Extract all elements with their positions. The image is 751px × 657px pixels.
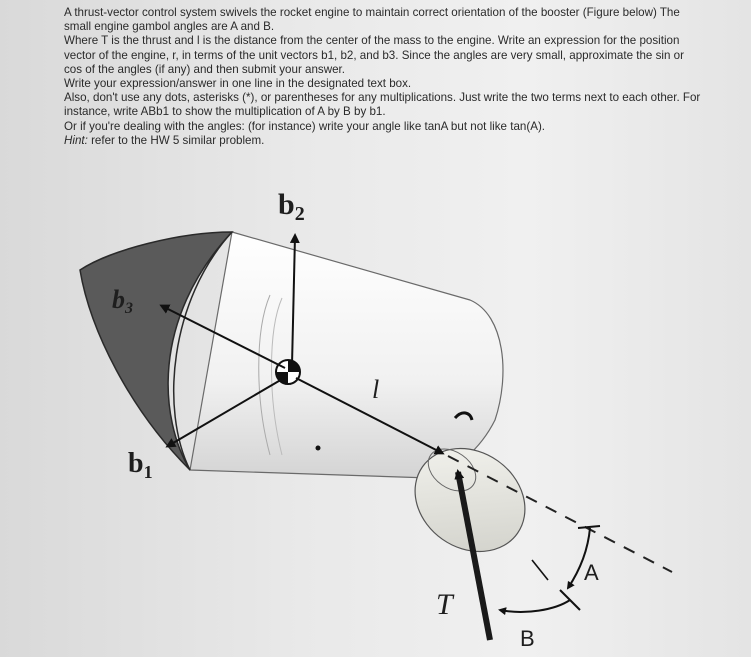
B-label: B: [520, 626, 535, 651]
T-label: T: [436, 588, 453, 621]
rocket-body: [190, 232, 503, 478]
problem-line-3: Write your expression/answer in one line in the designated text box.: [64, 77, 412, 91]
b1-label: $b_1$: [128, 448, 153, 482]
problem-line-1: A thrust-vector control system swivels the rocket engine to maintain correct orientation of the booster (Figure below) The small engine gambol angles are A and B.: [64, 6, 680, 34]
angle-A-tick: [578, 526, 600, 528]
hint-text: refer to the HW 5 similar problem.: [87, 133, 265, 147]
angle-ref-line: [532, 560, 548, 580]
problem-line-2: Where T is the thrust and l is the distance from the center of the mass to the engine. Write an expression for the position vector of the engine, r, in terms of the unit vectors b1, b2, and b3. Since the angles are very small, approximate the sin or cos of the angles (if any) and then submit your answer.: [64, 34, 684, 76]
A-label: A: [584, 560, 599, 585]
problem-line-5: Or if you're dealing with the angles: (for instance) write your angle like tanA but not like tan(A).: [64, 119, 546, 133]
angle-B-tick: [560, 590, 580, 610]
l-label: l: [372, 375, 380, 404]
angle-B-arc: [500, 600, 570, 612]
body-dot: [316, 446, 321, 451]
hint-label: Hint:: [64, 133, 88, 147]
problem-line-4: Also, don't use any dots, asterisks (*), or parentheses for any multiplications. Just write the two terms next to each other. For instance, write ABb1 to show the multiplication of A by B by b1.: [64, 91, 701, 119]
b2-label: $b_2$: [278, 188, 305, 225]
b3-label: b3: [112, 285, 133, 317]
